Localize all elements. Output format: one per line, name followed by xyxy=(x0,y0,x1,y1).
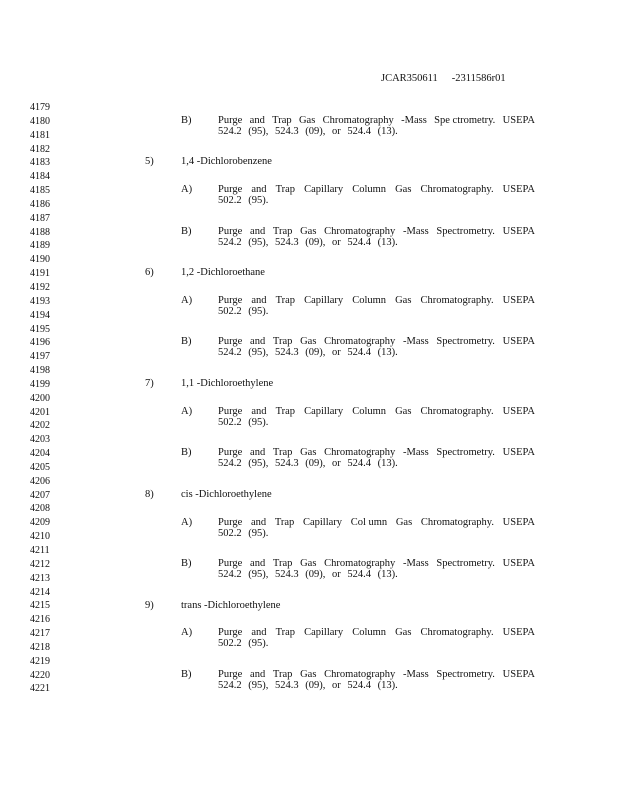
method-word: Chromatography xyxy=(324,668,396,680)
method-word: Col umn xyxy=(350,516,388,528)
item-number: 8) xyxy=(145,488,154,500)
sub-item-text-b xyxy=(218,336,535,358)
line-number: 4212 xyxy=(30,558,50,570)
method-line xyxy=(218,115,535,126)
method-word: Purge xyxy=(218,405,243,417)
line-number: 4221 xyxy=(30,683,50,695)
method-word: Gas xyxy=(300,668,317,680)
method-word: Gas xyxy=(300,336,317,348)
sub-item-letter-a: A) xyxy=(181,294,193,306)
line-number: 4219 xyxy=(30,655,50,667)
line-number: 4201 xyxy=(30,406,50,418)
method-word: Purge xyxy=(218,294,243,306)
line-number: 4194 xyxy=(30,309,50,321)
method-line xyxy=(218,226,535,237)
method-word: Gas xyxy=(300,447,317,459)
line-number: 4220 xyxy=(30,669,50,681)
sub-item-letter-a: A) xyxy=(181,516,193,528)
item-number: 6) xyxy=(145,267,154,279)
line-number: 4181 xyxy=(30,129,50,141)
sub-item-text-a xyxy=(218,517,535,539)
method-word: and xyxy=(250,516,267,528)
method-word: Chromatography. xyxy=(420,516,494,528)
method-word: Purge xyxy=(218,114,243,126)
line-number: 4193 xyxy=(30,295,50,307)
method-reference: 502.2 (95). xyxy=(218,195,269,207)
sub-item-letter-b: B) xyxy=(181,225,192,237)
sub-item-text-a xyxy=(218,627,535,649)
sub-item-text-a xyxy=(218,295,535,317)
sub-item-text-prev-b xyxy=(218,115,535,137)
method-word: USEPA xyxy=(502,627,535,639)
method-line xyxy=(218,295,535,306)
method-word: Gas xyxy=(395,516,413,528)
method-word: Trap xyxy=(274,516,295,528)
line-number: 4200 xyxy=(30,392,50,404)
item-number: 5) xyxy=(145,156,154,168)
line-number: 4203 xyxy=(30,434,50,446)
method-word: Chromatography xyxy=(324,558,396,570)
item-number: 7) xyxy=(145,378,154,389)
sub-item-text-b xyxy=(218,447,535,469)
line-number: 4196 xyxy=(30,337,50,349)
method-word: Trap xyxy=(272,668,293,680)
method-word: Gas xyxy=(300,225,317,237)
method-line xyxy=(218,517,535,528)
line-number: 4195 xyxy=(30,323,50,335)
method-word: Capillary xyxy=(304,405,344,417)
method-word: Gas xyxy=(298,114,316,126)
method-reference: 502.2 (95). xyxy=(218,305,269,317)
method-word: -Mass xyxy=(403,668,429,680)
method-word: Column xyxy=(352,294,387,306)
method-word: -Mass xyxy=(403,447,429,459)
method-word: Capillary xyxy=(302,516,343,528)
line-number: 4217 xyxy=(30,628,50,640)
method-word: USEPA xyxy=(502,114,535,126)
line-number: 4188 xyxy=(30,226,50,238)
method-word: and xyxy=(250,336,266,348)
method-word: -Mass xyxy=(403,558,429,570)
line-number: 4179 xyxy=(30,102,50,113)
method-word: Chromatography. xyxy=(420,627,494,639)
method-word: Spectrometry. xyxy=(436,447,495,459)
method-word: USEPA xyxy=(502,405,535,417)
method-reference: 502.2 (95). xyxy=(218,416,269,428)
contaminant-title: 1,4 -Dichlorobenzene xyxy=(181,156,272,168)
method-reference: 524.2 (95), 524.3 (09), or 524.4 (13). xyxy=(218,458,398,470)
method-word: Purge xyxy=(218,447,243,459)
line-number-column xyxy=(30,101,70,696)
line-number: 4204 xyxy=(30,448,50,460)
method-word: Column xyxy=(352,405,387,417)
method-word: and xyxy=(250,668,266,680)
method-reference: 524.2 (95), 524.3 (09), or 524.4 (13). xyxy=(218,347,398,359)
line-number: 4211 xyxy=(30,545,50,556)
sub-item-letter-b: B) xyxy=(181,447,192,459)
line-number: 4180 xyxy=(30,115,50,127)
method-word: USEPA xyxy=(502,558,535,570)
line-number: 4192 xyxy=(30,281,50,293)
sub-item-text-b xyxy=(218,558,535,580)
method-line xyxy=(218,669,535,680)
method-word: Trap xyxy=(272,447,293,459)
header-doc-number: -2311586r01 xyxy=(451,73,506,84)
line-number: 4209 xyxy=(30,517,50,529)
method-word: USEPA xyxy=(502,668,535,680)
method-word: and xyxy=(251,184,267,196)
line-number: 4216 xyxy=(30,614,50,626)
line-number: 4199 xyxy=(30,378,50,390)
page-header xyxy=(381,73,506,84)
method-word: and xyxy=(251,294,267,306)
item-number: 9) xyxy=(145,599,154,611)
method-line xyxy=(218,447,535,458)
line-number: 4198 xyxy=(30,365,50,377)
method-line xyxy=(218,406,535,417)
sub-item-text-a xyxy=(218,184,535,206)
sub-item-letter-b: B) xyxy=(181,336,192,348)
contaminant-title: 1,2 -Dichloroethane xyxy=(181,267,265,279)
sub-item-letter-b: B) xyxy=(181,558,192,570)
method-word: Capillary xyxy=(304,184,344,196)
method-word: and xyxy=(249,114,265,126)
method-reference: 524.2 (95), 524.3 (09), or 524.4 (13). xyxy=(218,236,398,248)
method-word: Trap xyxy=(272,114,292,126)
line-number: 4214 xyxy=(30,586,50,598)
method-word: Purge xyxy=(218,184,243,196)
method-word: Column xyxy=(352,627,387,639)
line-number: 4183 xyxy=(30,157,50,169)
line-number: 4208 xyxy=(30,503,50,515)
method-word: and xyxy=(251,405,267,417)
method-word: Gas xyxy=(395,184,412,196)
method-line xyxy=(218,184,535,195)
method-word: Gas xyxy=(395,294,412,306)
method-reference: 524.2 (95), 524.3 (09), or 524.4 (13). xyxy=(218,679,398,691)
sub-item-letter-b: B) xyxy=(181,668,192,680)
method-line xyxy=(218,627,535,638)
method-word: Chromatography xyxy=(324,336,396,348)
method-word: Capillary xyxy=(304,627,344,639)
method-word: Chromatography xyxy=(324,447,396,459)
method-word: and xyxy=(250,558,266,570)
method-word: -Mass xyxy=(403,225,429,237)
method-reference: 502.2 (95). xyxy=(218,527,269,539)
line-number: 4186 xyxy=(30,198,50,210)
method-word: Chromatography. xyxy=(420,184,494,196)
method-word: USEPA xyxy=(502,336,535,348)
line-number: 4213 xyxy=(30,572,50,584)
method-word: Trap xyxy=(272,558,293,570)
line-number: 4190 xyxy=(30,254,50,266)
method-word: Purge xyxy=(218,558,243,570)
method-word: Purge xyxy=(218,627,243,639)
line-number: 4218 xyxy=(30,641,50,653)
method-word: Spectrometry. xyxy=(436,558,495,570)
method-word: USEPA xyxy=(502,184,535,196)
line-number: 4182 xyxy=(30,143,50,155)
method-reference: 524.2 (95), 524.3 (09), or 524.4 (13). xyxy=(218,569,398,581)
method-word: Purge xyxy=(218,225,243,237)
line-number: 4205 xyxy=(30,461,50,473)
method-word: Column xyxy=(352,184,387,196)
method-word: Purge xyxy=(218,516,243,528)
method-word: Chromatography. xyxy=(420,294,494,306)
sub-item-text-b xyxy=(218,226,535,248)
method-word: Spectrometry. xyxy=(436,225,495,237)
sub-item-letter-a: A) xyxy=(181,405,193,417)
method-word: Gas xyxy=(395,405,412,417)
sub-item-text-a xyxy=(218,406,535,428)
sub-item-letter-a: A) xyxy=(181,627,193,639)
line-number: 4206 xyxy=(30,475,50,487)
method-word: Trap xyxy=(275,627,296,639)
method-word: Purge xyxy=(218,336,243,348)
method-word: -Mass xyxy=(403,336,429,348)
contaminant-title: trans -Dichloroethylene xyxy=(181,599,281,611)
method-word: Gas xyxy=(395,627,412,639)
sub-item-letter-prev-b: B) xyxy=(181,114,192,126)
header-code: JCAR350611 xyxy=(381,73,438,84)
method-word: Trap xyxy=(275,294,296,306)
line-number: 4207 xyxy=(30,489,50,501)
method-reference: 524.2 (95), 524.3 (09), or 524.4 (13). xyxy=(218,125,398,137)
line-number: 4187 xyxy=(30,212,50,224)
method-word: Trap xyxy=(272,225,293,237)
line-number: 4191 xyxy=(30,268,50,280)
method-word: Trap xyxy=(275,184,296,196)
method-word: Chromatography xyxy=(322,114,394,126)
method-word: Capillary xyxy=(304,294,344,306)
line-number: 4185 xyxy=(30,185,50,197)
method-word: USEPA xyxy=(502,447,535,459)
contaminant-title: cis -Dichloroethylene xyxy=(181,488,272,500)
line-number: 4210 xyxy=(30,531,50,543)
method-reference: 502.2 (95). xyxy=(218,638,269,650)
method-word: Chromatography xyxy=(324,225,396,237)
line-number: 4202 xyxy=(30,420,50,432)
line-number: 4197 xyxy=(30,351,50,363)
method-word: USEPA xyxy=(502,294,535,306)
method-word: Spectrometry. xyxy=(436,668,495,680)
line-number: 4215 xyxy=(30,600,50,612)
method-word: Spe ctrometry. xyxy=(434,114,496,126)
method-word: USEPA xyxy=(502,516,535,528)
method-word: USEPA xyxy=(502,225,535,237)
method-word: Purge xyxy=(218,668,243,680)
method-word: Trap xyxy=(275,405,296,417)
method-line xyxy=(218,558,535,569)
method-word: and xyxy=(251,627,267,639)
method-word: and xyxy=(250,447,266,459)
method-line xyxy=(218,336,535,347)
method-word: -Mass xyxy=(401,114,427,126)
sub-item-text-b xyxy=(218,669,535,691)
method-word: Gas xyxy=(300,558,317,570)
method-word: Trap xyxy=(272,336,293,348)
contaminant-title: 1,1 -Dichloroethylene xyxy=(181,378,274,389)
method-word: Chromatography. xyxy=(420,405,494,417)
method-word: and xyxy=(250,225,266,237)
line-number: 4189 xyxy=(30,240,50,252)
method-word: Spectrometry. xyxy=(436,336,495,348)
sub-item-letter-a: A) xyxy=(181,184,193,196)
line-number: 4184 xyxy=(30,171,50,183)
